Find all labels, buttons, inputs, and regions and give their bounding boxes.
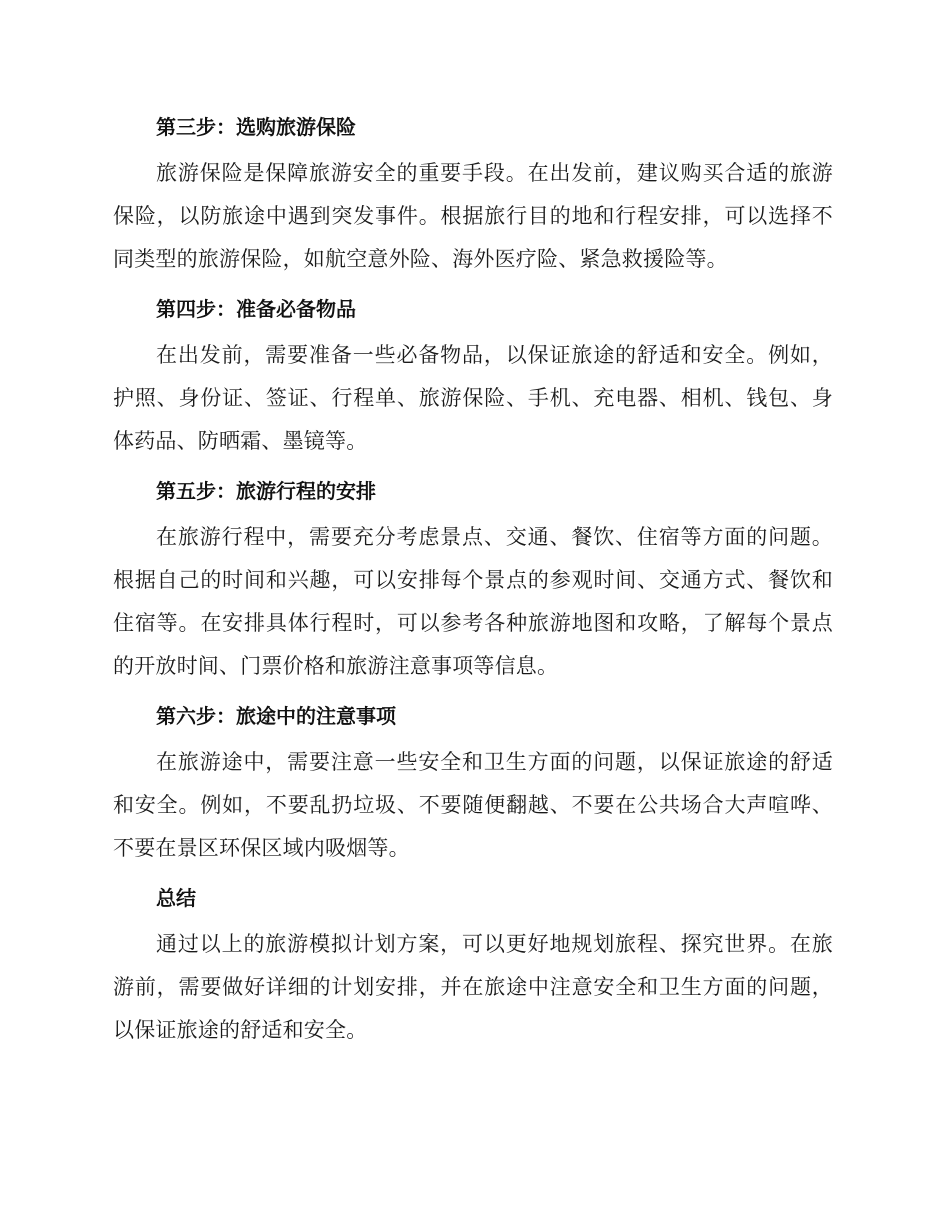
section-paragraph: 在旅游途中，需要注意一些安全和卫生方面的问题，以保证旅途的舒适和安全。例如，不要乱扔垃圾、不要随便翻越、不要在公共场合大声喧哗、不要在景区环保区域内吸烟等。 bbox=[113, 750, 833, 860]
section-step-five bbox=[113, 469, 833, 688]
section-step-four bbox=[113, 287, 833, 463]
section-heading: 第四步：准备必备物品 bbox=[156, 297, 356, 321]
section-paragraph: 旅游保险是保障旅游安全的重要手段。在出发前，建议购买合适的旅游保险，以防旅途中遇到突发事件。根据旅行目的地和行程安排，可以选择不同类型的旅游保险，如航空意外险、海外医疗险、紧急救援险等。 bbox=[113, 161, 833, 271]
section-heading: 第五步：旅游行程的安排 bbox=[156, 479, 376, 503]
section-summary bbox=[113, 876, 833, 1052]
section-heading: 总结 bbox=[156, 886, 196, 910]
section-paragraph: 在旅游行程中，需要充分考虑景点、交通、餐饮、住宿等方面的问题。根据自己的时间和兴趣，可以安排每个景点的参观时间、交通方式、餐饮和住宿等。在安排具体行程时，可以参考各种旅游地图和攻略，了解每个景点的开放时间、门票价格和旅游注意事项等信息。 bbox=[113, 525, 833, 678]
section-paragraph: 通过以上的旅游模拟计划方案，可以更好地规划旅程、探究世界。在旅游前，需要做好详细的计划安排，并在旅途中注意安全和卫生方面的问题，以保证旅途的舒适和安全。 bbox=[113, 932, 833, 1042]
section-heading: 第六步：旅途中的注意事项 bbox=[156, 704, 396, 728]
document-page bbox=[113, 105, 833, 1058]
section-paragraph: 在出发前，需要准备一些必备物品，以保证旅途的舒适和安全。例如，护照、身份证、签证、行程单、旅游保险、手机、充电器、相机、钱包、身体药品、防晒霜、墨镜等。 bbox=[113, 343, 833, 453]
section-step-six bbox=[113, 694, 833, 870]
section-heading: 第三步：选购旅游保险 bbox=[156, 115, 356, 139]
section-step-three bbox=[113, 105, 833, 281]
